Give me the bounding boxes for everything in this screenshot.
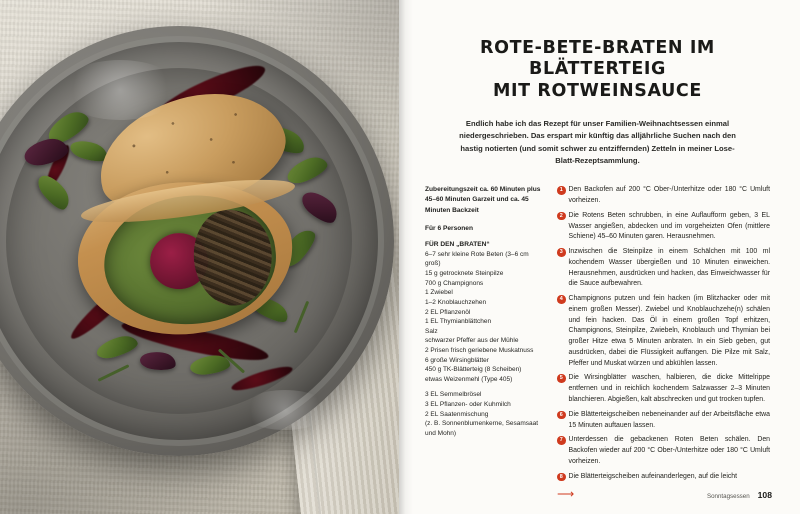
list-item: 6–7 sehr kleine Rote Beten (3–6 cm groß) <box>425 250 529 268</box>
recipe-step <box>557 472 770 483</box>
step-number-badge: 8 <box>557 473 566 482</box>
recipe-step <box>557 373 770 405</box>
step-text: Die Rotens Beten schrubben, in eine Auflaufform geben, 3 EL Wasser angießen, abdecken und im vorgeheizten Ofen (mittlere Schiene) 45–60 Minuten garen. Herausnehmen. <box>568 211 770 241</box>
step-number-badge: 3 <box>557 248 566 257</box>
step-number-badge: 2 <box>557 212 566 221</box>
step-number-badge: 7 <box>557 436 566 445</box>
recipe-step <box>557 294 770 369</box>
list-item: 2 Prisen frisch geriebene Muskatnuss <box>425 346 534 354</box>
step-text: Die Blätterteigscheiben aufeinanderlegen, auf die leicht <box>568 472 738 480</box>
steps-list <box>557 185 770 500</box>
recipe-step <box>557 247 770 290</box>
list-item: schwarzer Pfeffer aus der Mühle <box>425 337 519 345</box>
list-item: (z. B. Sonnenblumenkerne, Sesamsaat und Mohn) <box>425 420 539 437</box>
ingredients-list <box>425 250 541 439</box>
arrow-right-icon: ⟶ <box>557 487 575 502</box>
list-item: 2 EL Pflanzenöl <box>425 308 471 316</box>
step-text: Die Blätterteigscheiben nebeneinander auf der Arbeitsfläche etwa 15 Minuten auftauen lassen. <box>568 410 770 429</box>
list-item: 1 EL Thymianblättchen <box>425 318 492 326</box>
step-text: Champignons putzen und fein hacken (im Blitzhacker oder mit einem großen Messer). Zwiebel und Knoblauchzehe(n) schälen und fein hacken. Das Öl in einem großen Topf erhitzen, Champignons, Steinpilze, Zwiebeln, Knoblauch und Thymian bei großer Hitze etwa 5 Minuten anbraten. In ein Sieb geben, gut ausdrücken, dabei die Flüssigkeit auffangen. Die Pilze mit Salz, Pfeffer und Muskat würzen und abkühlen lassen. <box>568 295 770 367</box>
step-number-badge: 6 <box>557 411 566 420</box>
recipe-step <box>557 410 770 432</box>
list-item: etwas Weizenmehl (Type 405) <box>425 375 513 383</box>
page-number: 108 <box>757 490 772 500</box>
step-text: Den Backofen auf 200 °C Ober-/Unterhitze oder 180 °C Umluft vorheizen. <box>568 186 770 204</box>
list-item: 15 g getrocknete Steinpilze <box>425 270 504 278</box>
step-text: Die Wirsingblätter waschen, halbieren, die dicke Mittelrippe entfernen und in reichlich kochendem Salzwasser 2–3 Minuten blanchieren. Abgießen, kalt abschrecken und gut trocken tupfen. <box>568 374 770 403</box>
list-item: 3 EL Pflanzen- oder Kuhmilch <box>425 401 511 409</box>
list-item: Salz <box>425 327 438 335</box>
recipe-columns <box>425 185 770 500</box>
step-text: Inzwischen die Steinpilze in einem Schälchen mit 100 ml kochendem Wasser übergießen und 10 Minuten einweichen. Herausnehmen, ausdrücken und hacken, das Einweichwasser für die Sauce aufbewahren. <box>568 248 770 288</box>
instructions-column <box>557 185 770 500</box>
step-text: Unterdessen die gebackenen Roten Beten schälen. Den Backofen wieder auf 200 °C Ober-/Unterhitze oder 180 °C Umluft vorheizen. <box>568 436 770 465</box>
step-number-badge: 1 <box>557 186 566 195</box>
list-item: 6 große Wirsingblätter <box>425 356 489 364</box>
page-gutter-shadow <box>399 0 413 514</box>
chapter-label: Sonntagsessen <box>706 493 750 500</box>
recipe-title-line1: ROTE-BETE-BRATEN IM BLÄTTERTEIG <box>480 38 715 80</box>
step-number-badge: 5 <box>557 374 566 383</box>
recipe-photo <box>0 0 399 514</box>
step-number-badge: 4 <box>557 295 566 304</box>
recipe-step <box>557 435 770 467</box>
ingredients-heading: FÜR DEN „BRATEN“ <box>425 240 490 248</box>
prep-time: Zubereitungszeit ca. 60 Minuten plus 45–60 Minuten Garzeit und ca. 45 Minuten Backzeit <box>425 186 541 214</box>
recipe-step <box>557 211 770 243</box>
page-footer <box>707 490 772 500</box>
plate-highlight <box>60 60 180 120</box>
recipe-step <box>557 185 770 207</box>
recipe-text-page <box>399 0 800 514</box>
recipe-intro: Endlich habe ich das Rezept für unser Familien-Weihnachtsessen einmal niedergeschrieben. Das erspart mir künftig das alljährliche Suchen nach den hastig notierten (und somit schwer zu entziffernden) Zetteln in meiner Lose-Blatt-Rezeptsammlung. <box>459 119 736 165</box>
ingredients-column <box>425 185 541 500</box>
recipe-title-line2: MIT ROTWEINSAUCE <box>493 80 702 101</box>
list-item: 1 Zwiebel <box>425 289 453 297</box>
list-item: 700 g Champignons <box>425 279 484 287</box>
plate-highlight <box>240 390 330 430</box>
list-item: 2 EL Saatenmischung <box>425 410 489 418</box>
list-item: 1–2 Knoblauchzehen <box>425 298 487 306</box>
list-item: 450 g TK-Blätterteig (8 Scheiben) <box>425 366 522 374</box>
page-title <box>431 38 764 102</box>
list-item: 3 EL Semmelbrösel <box>425 391 482 399</box>
serving-size: Für 6 Personen <box>425 224 474 232</box>
